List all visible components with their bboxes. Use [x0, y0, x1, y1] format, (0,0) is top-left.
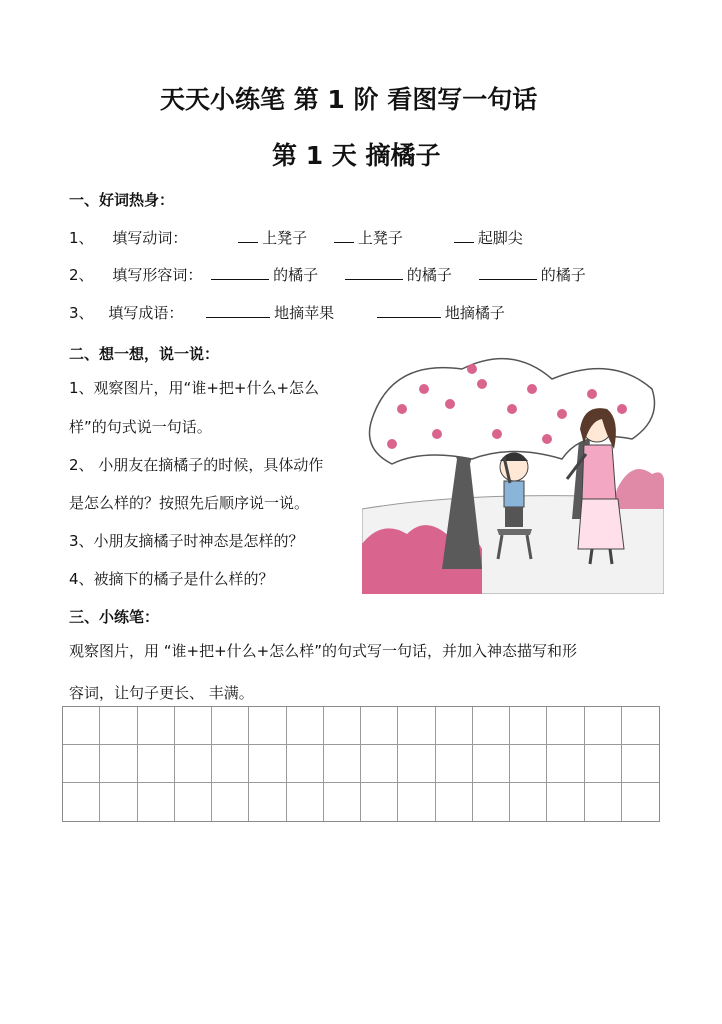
blank-field[interactable] [454, 228, 474, 243]
grid-cell[interactable] [100, 745, 137, 783]
grid-cell[interactable] [585, 707, 622, 745]
answer-suffix: 起脚尖 [477, 229, 523, 247]
question-3 [69, 302, 505, 323]
grid-cell[interactable] [138, 707, 175, 745]
grid-cell[interactable] [585, 745, 622, 783]
blank-field[interactable] [345, 265, 403, 280]
answer-suffix: 的橘子 [406, 266, 452, 284]
grid-cell[interactable] [324, 783, 361, 821]
grid-cell[interactable] [249, 707, 286, 745]
grid-cell[interactable] [436, 783, 473, 821]
grid-cell[interactable] [361, 783, 398, 821]
blank-field[interactable] [238, 228, 258, 243]
instruction-line: 容词，让句子更长、 丰满。 [69, 684, 254, 702]
grid-cell[interactable] [398, 745, 435, 783]
answer-suffix: 的橘子 [540, 266, 586, 284]
section3-heading: 三、小练笔： [69, 608, 160, 626]
blank-field[interactable] [211, 265, 269, 280]
page-title: 天天小练笔 第 1 阶 看图写一句话 [160, 85, 538, 114]
prompt-line: 2、 小朋友在摘橘子的时候，具体动作 [69, 456, 324, 474]
orange-picking-illustration [362, 349, 664, 594]
grid-cell[interactable] [473, 745, 510, 783]
question-3-number: 3、 [69, 304, 94, 322]
grid-cell[interactable] [63, 783, 100, 821]
question-1-number: 1、 [69, 229, 94, 247]
instruction-line: 观察图片，用 “谁+把+什么+怎么样”的句式写一句话，并加入神态描写和形 [69, 642, 578, 660]
question-3-label: 填写成语： [108, 304, 184, 322]
prompt-line: 样”的句式说一句话。 [69, 418, 212, 436]
blank-field[interactable] [479, 265, 537, 280]
grid-cell[interactable] [622, 783, 659, 821]
grid-cell[interactable] [63, 745, 100, 783]
question-1 [69, 227, 523, 248]
grid-cell[interactable] [100, 707, 137, 745]
grid-cell[interactable] [175, 783, 212, 821]
grid-cell[interactable] [249, 745, 286, 783]
answer-suffix: 上凳子 [357, 229, 403, 247]
grid-cell[interactable] [547, 745, 584, 783]
blank-field[interactable] [334, 228, 354, 243]
prompt-line: 1、观察图片，用“谁+把+什么+怎么 [69, 379, 320, 397]
grid-cell[interactable] [398, 783, 435, 821]
question-1-label: 填写动词： [112, 229, 188, 247]
grid-cell[interactable] [510, 745, 547, 783]
grid-cell[interactable] [287, 745, 324, 783]
question-2-label: 填写形容词： [112, 266, 203, 284]
grid-cell[interactable] [398, 707, 435, 745]
prompt-line: 4、被摘下的橘子是什么样的？ [69, 570, 274, 588]
answer-suffix: 上凳子 [262, 229, 308, 247]
grid-cell[interactable] [212, 783, 249, 821]
grid-cell[interactable] [175, 707, 212, 745]
grid-cell[interactable] [585, 783, 622, 821]
grid-cell[interactable] [473, 783, 510, 821]
grid-cell[interactable] [622, 707, 659, 745]
grid-cell[interactable] [361, 745, 398, 783]
blank-field[interactable] [206, 303, 270, 318]
writing-grid[interactable] [62, 706, 660, 822]
answer-suffix: 地摘橘子 [444, 304, 505, 322]
blank-field[interactable] [377, 303, 441, 318]
prompt-line: 是怎么样的？按照先后顺序说一说。 [69, 494, 310, 512]
grid-cell[interactable] [510, 783, 547, 821]
question-2 [69, 264, 586, 285]
grid-cell[interactable] [63, 707, 100, 745]
grid-cell[interactable] [510, 707, 547, 745]
grid-cell[interactable] [100, 783, 137, 821]
answer-suffix: 的橘子 [273, 266, 319, 284]
grid-cell[interactable] [436, 745, 473, 783]
section1-heading: 一、好词热身： [69, 191, 175, 209]
grid-cell[interactable] [324, 707, 361, 745]
question-2-number: 2、 [69, 266, 94, 284]
grid-cell[interactable] [212, 707, 249, 745]
grid-cell[interactable] [212, 745, 249, 783]
grid-cell[interactable] [249, 783, 286, 821]
grid-cell[interactable] [175, 745, 212, 783]
grid-cell[interactable] [473, 707, 510, 745]
grid-cell[interactable] [547, 707, 584, 745]
grid-cell[interactable] [622, 745, 659, 783]
grid-cell[interactable] [287, 707, 324, 745]
grid-cell[interactable] [361, 707, 398, 745]
grid-cell[interactable] [287, 783, 324, 821]
grid-cell[interactable] [138, 783, 175, 821]
grid-cell[interactable] [138, 745, 175, 783]
illustration-svg [362, 349, 664, 594]
grid-cell[interactable] [436, 707, 473, 745]
grid-cell[interactable] [324, 745, 361, 783]
answer-suffix: 地摘苹果 [274, 304, 335, 322]
prompt-line: 3、小朋友摘橘子时神态是怎样的？ [69, 532, 304, 550]
section2-heading: 二、想一想，说一说： [69, 345, 220, 363]
grid-cell[interactable] [547, 783, 584, 821]
day-title: 第 1 天 摘橘子 [272, 141, 441, 170]
